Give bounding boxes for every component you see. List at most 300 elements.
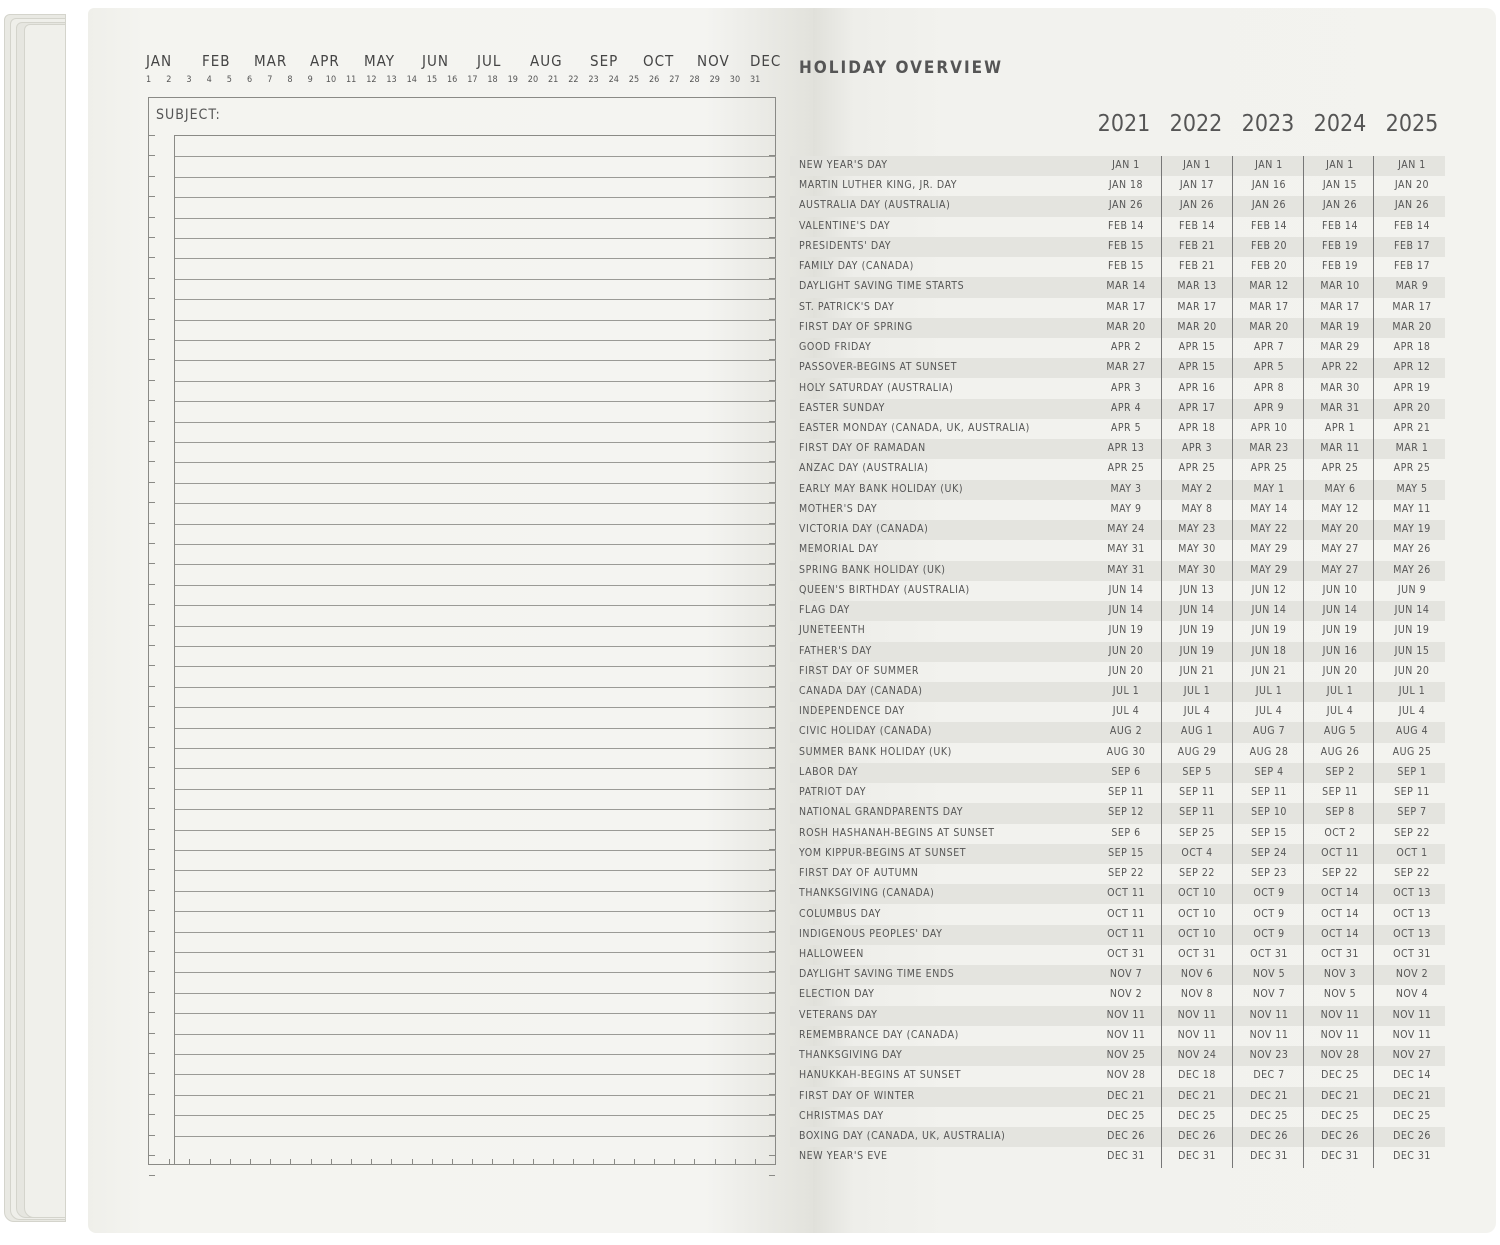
margin-tick (769, 849, 775, 850)
margin-tick (149, 767, 155, 768)
day-13[interactable]: 13 (386, 75, 397, 85)
holiday-date: MAY 30 (1178, 543, 1216, 556)
holiday-date: MAR 17 (1177, 300, 1217, 313)
holiday-row (790, 763, 1445, 783)
day-3[interactable]: 3 (186, 75, 192, 85)
holiday-date: JUN 19 (1394, 624, 1430, 637)
holiday-date: OCT 9 (1253, 907, 1285, 920)
margin-tick (769, 1155, 775, 1156)
margin-tick (290, 1159, 291, 1164)
holiday-date: MAY 6 (1324, 482, 1356, 495)
holiday-date: DEC 25 (1321, 1069, 1359, 1082)
margin-tick (769, 1114, 775, 1115)
day-31[interactable]: 31 (750, 75, 761, 85)
holiday-date: MAR 27 (1106, 361, 1146, 374)
day-18[interactable]: 18 (487, 75, 498, 85)
holiday-date: FEB 17 (1394, 260, 1430, 273)
holiday-date: FEB 21 (1179, 260, 1215, 273)
margin-tick (149, 257, 155, 258)
holiday-date: JUL 4 (1398, 705, 1426, 718)
margin-tick (149, 971, 155, 972)
margin-tick (149, 1073, 155, 1074)
day-27[interactable]: 27 (669, 75, 680, 85)
margin-tick (634, 1159, 635, 1164)
holiday-date: SEP 4 (1254, 765, 1284, 778)
holiday-date: MAR 20 (1392, 320, 1432, 333)
holiday-date: MAR 19 (1320, 320, 1360, 333)
holiday-date: JUN 15 (1394, 644, 1430, 657)
holiday-row (790, 298, 1445, 318)
holiday-date: SEP 22 (1322, 867, 1358, 880)
holiday-date: FEB 17 (1394, 239, 1430, 252)
holiday-date: APR 20 (1393, 401, 1431, 414)
margin-tick (149, 625, 155, 626)
holiday-date: MAY 30 (1178, 563, 1216, 576)
month-may[interactable]: MAY (364, 52, 395, 70)
holiday-name: FAMILY DAY (CANADA) (799, 260, 914, 273)
day-5[interactable]: 5 (226, 75, 232, 85)
month-jan[interactable]: JAN (146, 52, 173, 70)
holiday-date: NOV 2 (1395, 968, 1429, 981)
holiday-date: DEC 21 (1178, 1089, 1216, 1102)
month-dec[interactable]: DEC (750, 52, 782, 70)
margin-tick (189, 1159, 190, 1164)
holiday-date: JAN 15 (1322, 179, 1358, 192)
margin-tick (371, 1159, 372, 1164)
ruled-line (175, 238, 776, 239)
holiday-row (790, 217, 1445, 237)
holiday-date: DEC 25 (1107, 1109, 1145, 1122)
ruled-line (175, 299, 776, 300)
holiday-date: NOV 11 (1392, 1028, 1432, 1041)
holiday-date: APR 13 (1107, 442, 1145, 455)
holiday-row (790, 520, 1445, 540)
holiday-date: JAN 26 (1108, 199, 1144, 212)
margin-tick (149, 217, 155, 218)
margin-tick (149, 298, 155, 299)
holiday-name: CHRISTMAS DAY (799, 1109, 884, 1122)
margin-tick (149, 686, 155, 687)
day-15[interactable]: 15 (426, 75, 438, 85)
holiday-date: JUL 4 (1112, 705, 1140, 718)
holiday-date: APR 7 (1253, 341, 1285, 354)
holiday-name: REMEMBRANCE DAY (CANADA) (799, 1028, 959, 1041)
holiday-date: NOV 6 (1180, 968, 1214, 981)
margin-tick (149, 604, 155, 605)
ruled-line (175, 993, 776, 994)
holiday-date: FEB 20 (1251, 260, 1287, 273)
margin-tick (533, 1159, 534, 1164)
holiday-name: NATIONAL GRANDPARENTS DAY (799, 806, 964, 819)
day-22[interactable]: 22 (568, 75, 579, 85)
holiday-name: THANKSGIVING (CANADA) (799, 887, 935, 900)
holiday-date: JUL 1 (1183, 684, 1211, 697)
margin-tick (149, 196, 155, 197)
margin-tick (492, 1159, 493, 1164)
day-4[interactable]: 4 (206, 75, 212, 85)
holiday-date: OCT 13 (1393, 887, 1431, 900)
ruled-line (175, 605, 776, 606)
ruled-line (175, 177, 776, 178)
margin-tick (769, 339, 775, 340)
day-19[interactable]: 19 (507, 75, 518, 85)
margin-tick (149, 319, 155, 320)
margin-tick (769, 380, 775, 381)
month-jul[interactable]: JUL (477, 52, 502, 70)
holiday-date: OCT 10 (1178, 907, 1216, 920)
holiday-date: DEC 26 (1178, 1130, 1216, 1143)
subject-label: SUBJECT: (156, 107, 221, 123)
margin-tick (230, 1159, 231, 1164)
holiday-date: FEB 14 (1322, 219, 1358, 232)
holiday-row (790, 884, 1445, 904)
holiday-row (790, 864, 1445, 884)
holiday-date: APR 15 (1178, 361, 1216, 374)
holiday-name: PRESIDENTS' DAY (799, 239, 892, 252)
holiday-date: JAN 17 (1179, 179, 1215, 192)
notes-frame (148, 97, 776, 1165)
margin-tick (769, 869, 775, 870)
month-aug[interactable]: AUG (530, 52, 563, 70)
holiday-date: JUN 10 (1322, 583, 1358, 596)
holiday-date: OCT 11 (1107, 887, 1145, 900)
margin-tick (769, 992, 775, 993)
margin-tick (513, 1159, 514, 1164)
holiday-row (790, 945, 1445, 965)
holiday-date: DEC 31 (1107, 1150, 1145, 1163)
holiday-row (790, 642, 1445, 662)
margin-tick (149, 1012, 155, 1013)
holiday-date: MAY 27 (1321, 543, 1359, 556)
holiday-name: DAYLIGHT SAVING TIME STARTS (799, 280, 965, 293)
margin-tick (149, 1094, 155, 1095)
holiday-date: MAR 1 (1395, 442, 1429, 455)
holiday-date: NOV 7 (1109, 968, 1143, 981)
day-28[interactable]: 28 (689, 75, 700, 85)
day-30[interactable]: 30 (729, 75, 741, 85)
holiday-row (790, 561, 1445, 581)
holiday-name: ELECTION DAY (799, 988, 875, 1001)
holiday-date: JUN 19 (1322, 624, 1358, 637)
holiday-name: COLUMBUS DAY (799, 907, 881, 920)
holiday-date: DEC 25 (1178, 1109, 1216, 1122)
holiday-name: NEW YEAR'S EVE (799, 1150, 888, 1163)
holiday-date: APR 10 (1250, 421, 1288, 434)
ruled-line (175, 442, 776, 443)
holiday-row (790, 682, 1445, 702)
day-24[interactable]: 24 (608, 75, 619, 85)
margin-tick (149, 482, 155, 483)
holiday-date: JUL 4 (1326, 705, 1354, 718)
ruled-line (175, 809, 776, 810)
margin-tick (769, 971, 775, 972)
holiday-date: JUN 18 (1251, 644, 1287, 657)
margin-tick (270, 1159, 271, 1164)
holiday-name: CANADA DAY (CANADA) (799, 684, 923, 697)
holiday-date: APR 5 (1253, 361, 1285, 374)
holiday-date: OCT 14 (1321, 887, 1359, 900)
holiday-date: AUG 5 (1323, 725, 1357, 738)
holiday-date: AUG 25 (1392, 745, 1432, 758)
holiday-date: MAY 29 (1250, 543, 1288, 556)
margin-tick (149, 992, 155, 993)
margin-tick (149, 278, 155, 279)
holiday-date: DEC 21 (1250, 1089, 1288, 1102)
holiday-date: DEC 31 (1321, 1150, 1359, 1163)
holiday-date: NOV 28 (1320, 1049, 1360, 1062)
holiday-date: MAR 13 (1177, 280, 1217, 293)
ruled-line (175, 503, 776, 504)
day-14[interactable]: 14 (406, 75, 417, 85)
margin-tick (769, 1094, 775, 1095)
holiday-date: DEC 31 (1178, 1150, 1216, 1163)
holiday-date: NOV 11 (1177, 1028, 1217, 1041)
day-11[interactable]: 11 (346, 75, 357, 85)
holiday-date: DEC 21 (1393, 1089, 1431, 1102)
holiday-date: OCT 11 (1107, 907, 1145, 920)
holiday-date: FEB 19 (1322, 239, 1358, 252)
holiday-date: JUN 14 (1394, 604, 1430, 617)
day-29[interactable]: 29 (709, 75, 720, 85)
ruled-line (175, 830, 776, 831)
holiday-date: JUN 19 (1179, 624, 1215, 637)
margin-tick (769, 523, 775, 524)
margin-tick (769, 359, 775, 360)
margin-tick (149, 237, 155, 238)
margin-tick (769, 665, 775, 666)
holiday-date: JUN 14 (1108, 583, 1144, 596)
holiday-date: FEB 14 (1394, 219, 1430, 232)
margin-tick (769, 319, 775, 320)
day-6[interactable]: 6 (247, 75, 253, 85)
day-17[interactable]: 17 (467, 75, 478, 85)
holiday-date: JUN 19 (1108, 624, 1144, 637)
holiday-date: APR 4 (1110, 401, 1142, 414)
margin-tick (769, 767, 775, 768)
holiday-date: MAR 10 (1320, 280, 1360, 293)
margin-tick (452, 1159, 453, 1164)
ruled-lines-area[interactable] (174, 135, 776, 1165)
holiday-date: JAN 26 (1322, 199, 1358, 212)
holiday-date: JUN 20 (1394, 664, 1430, 677)
holiday-name: FIRST DAY OF SUMMER (799, 664, 920, 677)
ruled-line (175, 1136, 776, 1137)
ruled-line (175, 891, 776, 892)
margin-tick (149, 829, 155, 830)
margin-tick (472, 1159, 473, 1164)
day-25[interactable]: 25 (628, 75, 640, 85)
day-tracker (146, 75, 786, 87)
holiday-name: VICTORIA DAY (CANADA) (799, 523, 929, 536)
holiday-row (790, 621, 1445, 641)
holiday-name: FATHER'S DAY (799, 644, 872, 657)
holiday-date: SEP 11 (1251, 786, 1287, 799)
holiday-date: MAY 2 (1181, 482, 1213, 495)
holiday-date: JAN 18 (1108, 179, 1144, 192)
month-nov[interactable]: NOV (697, 52, 730, 70)
holiday-date: APR 12 (1393, 361, 1431, 374)
margin-tick (755, 1159, 756, 1164)
holiday-name: INDIGENOUS PEOPLES' DAY (799, 927, 943, 940)
holiday-date: AUG 1 (1180, 725, 1214, 738)
holiday-name: FIRST DAY OF AUTUMN (799, 867, 919, 880)
margin-tick (769, 829, 775, 830)
ruled-line (175, 340, 776, 341)
day-16[interactable]: 16 (447, 75, 458, 85)
holiday-name: EASTER MONDAY (CANADA, UK, AUSTRALIA) (799, 421, 1030, 434)
month-oct[interactable]: OCT (643, 52, 675, 70)
holiday-date: OCT 4 (1181, 846, 1213, 859)
ruled-line (175, 789, 776, 790)
holiday-name: PATRIOT DAY (799, 786, 867, 799)
holiday-date: JUN 14 (1322, 604, 1358, 617)
month-mar[interactable]: MAR (254, 52, 288, 70)
holiday-date: DEC 26 (1250, 1130, 1288, 1143)
margin-tick (769, 400, 775, 401)
holiday-date: MAY 9 (1110, 502, 1142, 515)
ruled-line (175, 197, 776, 198)
margin-tick (769, 421, 775, 422)
holiday-name: LABOR DAY (799, 765, 859, 778)
day-1[interactable]: 1 (146, 75, 152, 85)
margin-tick (769, 727, 775, 728)
holiday-row (790, 662, 1445, 682)
holiday-date: MAR 9 (1395, 280, 1429, 293)
year-2023: 2023 (1241, 111, 1295, 137)
margin-tick (149, 400, 155, 401)
holiday-date: JAN 26 (1179, 199, 1215, 212)
holiday-date: JUN 20 (1108, 664, 1144, 677)
ruled-line (175, 258, 776, 259)
holiday-date: APR 3 (1110, 381, 1142, 394)
margin-tick (769, 461, 775, 462)
holiday-date: NOV 7 (1252, 988, 1286, 1001)
holiday-name: VETERANS DAY (799, 1008, 878, 1021)
margin-tick (769, 951, 775, 952)
holiday-date: APR 2 (1110, 341, 1142, 354)
ruled-line (175, 1034, 776, 1035)
margin-tick (769, 808, 775, 809)
day-2[interactable]: 2 (166, 75, 172, 85)
holiday-date: SEP 22 (1394, 826, 1430, 839)
holiday-date: JUN 21 (1179, 664, 1215, 677)
holiday-date: MAY 14 (1250, 502, 1288, 515)
day-20[interactable]: 20 (527, 75, 539, 85)
margin-tick (149, 645, 155, 646)
margin-tick (351, 1159, 352, 1164)
holiday-date: JAN 26 (1251, 199, 1287, 212)
holiday-date: NOV 11 (1249, 1008, 1289, 1021)
holiday-date: JUN 21 (1251, 664, 1287, 677)
holiday-date: JUN 13 (1179, 583, 1215, 596)
month-feb[interactable]: FEB (202, 52, 231, 70)
holiday-date: APR 25 (1250, 462, 1288, 475)
day-9[interactable]: 9 (307, 75, 313, 85)
holiday-date: DEC 26 (1321, 1130, 1359, 1143)
margin-tick (769, 278, 775, 279)
holiday-date: FEB 14 (1108, 219, 1144, 232)
ruled-line (175, 381, 776, 382)
holiday-date: SEP 12 (1108, 806, 1144, 819)
holiday-date: DEC 31 (1250, 1150, 1288, 1163)
day-21[interactable]: 21 (548, 75, 559, 85)
holiday-row (790, 379, 1445, 399)
holiday-date: MAR 11 (1320, 442, 1360, 455)
holiday-date: MAY 26 (1393, 543, 1431, 556)
holiday-date: MAY 11 (1393, 502, 1431, 515)
year-2024: 2024 (1313, 111, 1367, 137)
margin-tick (769, 910, 775, 911)
holiday-date: JUN 19 (1179, 644, 1215, 657)
holiday-date: FEB 14 (1179, 219, 1215, 232)
day-8[interactable]: 8 (287, 75, 293, 85)
holiday-name: AUSTRALIA DAY (AUSTRALIA) (799, 199, 951, 212)
margin-tick (769, 482, 775, 483)
holiday-date: OCT 13 (1393, 907, 1431, 920)
holiday-row (790, 844, 1445, 864)
day-26[interactable]: 26 (649, 75, 660, 85)
holiday-date: AUG 4 (1395, 725, 1429, 738)
margin-tick (769, 1073, 775, 1074)
holiday-date: FEB 20 (1251, 239, 1287, 252)
holiday-date: JUN 14 (1179, 604, 1215, 617)
margin-tick (769, 155, 775, 156)
holiday-row (790, 156, 1445, 176)
margin-tick (769, 1053, 775, 1054)
holiday-date: SEP 15 (1251, 826, 1287, 839)
holiday-date: MAR 20 (1249, 320, 1289, 333)
margin-tick (769, 788, 775, 789)
holiday-date: SEP 7 (1397, 806, 1427, 819)
day-10[interactable]: 10 (325, 75, 337, 85)
holiday-name: YOM KIPPUR-BEGINS AT SUNSET (799, 846, 967, 859)
margin-tick (769, 176, 775, 177)
margin-tick (735, 1159, 736, 1164)
margin-tick (391, 1159, 392, 1164)
day-12[interactable]: 12 (366, 75, 377, 85)
day-7[interactable]: 7 (267, 75, 273, 85)
ruled-line (175, 911, 776, 912)
holiday-name: BOXING DAY (CANADA, UK, AUSTRALIA) (799, 1130, 1006, 1143)
holiday-date: JUL 1 (1398, 684, 1426, 697)
month-jun[interactable]: JUN (422, 52, 449, 70)
holiday-date: APR 17 (1178, 401, 1216, 414)
holiday-date: OCT 10 (1178, 927, 1216, 940)
holiday-row (790, 824, 1445, 844)
holiday-date: OCT 13 (1393, 927, 1431, 940)
holiday-row (790, 419, 1445, 439)
margin-tick (149, 135, 155, 136)
margin-tick (149, 747, 155, 748)
holiday-date: OCT 14 (1321, 907, 1359, 920)
margin-tick (149, 951, 155, 952)
month-sep[interactable]: SEP (590, 52, 619, 70)
month-apr[interactable]: APR (310, 52, 340, 70)
holiday-row (790, 176, 1445, 196)
margin-tick (769, 543, 775, 544)
margin-tick (769, 645, 775, 646)
margin-tick (769, 625, 775, 626)
holiday-name: MARTIN LUTHER KING, JR. DAY (799, 179, 958, 192)
holiday-date: DEC 26 (1107, 1130, 1145, 1143)
holiday-date: NOV 11 (1249, 1028, 1289, 1041)
holiday-date: JAN 1 (1255, 159, 1283, 171)
holiday-date: FEB 19 (1322, 260, 1358, 273)
holiday-name: MOTHER'S DAY (799, 502, 878, 515)
day-23[interactable]: 23 (588, 75, 599, 85)
ruled-line (175, 320, 776, 321)
holiday-date: MAR 31 (1320, 401, 1360, 414)
